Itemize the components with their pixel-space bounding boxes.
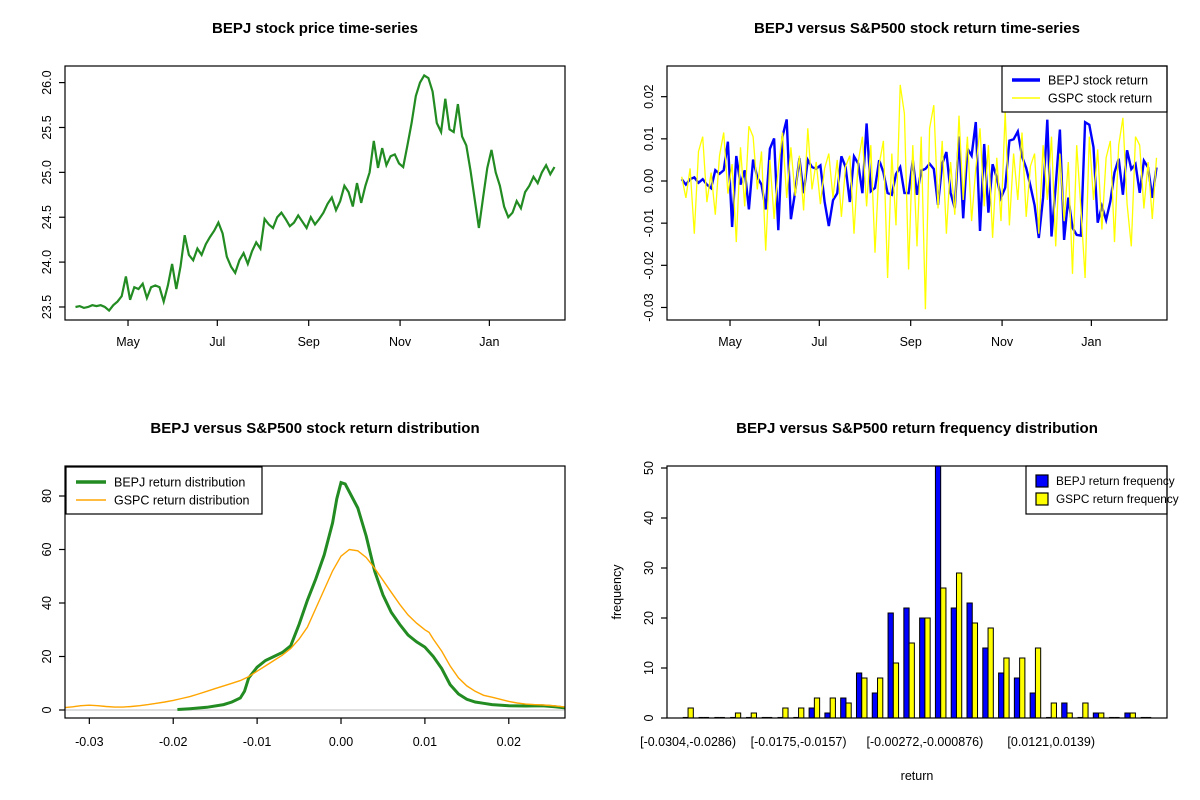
legend-label: GSPC return frequency: [1056, 492, 1179, 507]
x-axis-title: return: [900, 769, 934, 783]
legend-box: [1026, 466, 1167, 514]
legend-label: GSPC return distribution: [114, 493, 250, 508]
y-tick-label: 0: [40, 706, 54, 714]
x-tick-label: May: [116, 335, 140, 349]
bar-bepj: [1014, 678, 1019, 718]
x-tick-label: -0.01: [242, 735, 272, 749]
panel3-title: BEPJ versus S&P500 stock return distribution: [150, 420, 480, 437]
bar-bepj: [809, 708, 814, 718]
y-tick-label: 25.5: [40, 115, 54, 140]
panel4-legend: [1026, 466, 1179, 514]
bin-axis-label: [-0.0175,-0.0157): [750, 735, 847, 749]
bin-axis-label: [-0.0304,-0.0286): [640, 735, 737, 749]
bar-bepj: [888, 613, 893, 718]
y-tick-label: 20: [40, 649, 54, 664]
bar-bepj: [1030, 693, 1035, 718]
bar-bepj: [935, 463, 940, 718]
bar-gspc: [814, 698, 819, 718]
x-tick-label: 0.00: [328, 735, 354, 749]
x-tick-label: Sep: [297, 335, 320, 349]
bar-bepj: [1062, 703, 1067, 718]
bin-axis-label: [-0.00272,-0.000876): [866, 735, 984, 749]
y-tick-label: -0.02: [642, 251, 656, 280]
x-tick-label: May: [718, 335, 742, 349]
y-tick-label: 26.0: [40, 70, 54, 95]
bar-gspc: [799, 708, 804, 718]
bar-gspc: [862, 678, 867, 718]
y-tick-label: 25.0: [40, 160, 54, 185]
bar-gspc: [783, 708, 788, 718]
legend-swatch: [1036, 475, 1048, 487]
bar-gspc: [988, 628, 993, 718]
panel1-title: BEPJ stock price time-series: [212, 20, 418, 37]
bar-gspc: [1099, 713, 1104, 718]
legend-label: GSPC stock return: [1048, 91, 1153, 106]
y-tick-label: 0.01: [642, 126, 656, 152]
x-tick-label: Nov: [990, 335, 1014, 349]
bar-gspc: [1051, 703, 1056, 718]
x-tick-label: Jul: [811, 335, 828, 349]
panel2-title: BEPJ versus S&P500 stock return time-series: [754, 20, 1080, 37]
y-tick-label: 24.5: [40, 205, 54, 230]
legend-label: BEPJ stock return: [1048, 73, 1149, 88]
bar-bepj: [825, 713, 830, 718]
bar-gspc: [925, 618, 930, 718]
y-tick-label: -0.01: [642, 208, 656, 238]
panel3-legend: [66, 467, 262, 514]
y-tick-label: 0: [642, 714, 656, 722]
y-tick-label: 30: [642, 561, 656, 575]
x-tick-label: Jan: [1081, 335, 1102, 349]
bar-bepj: [999, 673, 1004, 718]
bar-bepj: [951, 608, 956, 718]
panel2-legend: [1002, 66, 1167, 112]
x-tick-label: Jan: [479, 335, 500, 349]
bar-gspc: [972, 623, 977, 718]
bar-bepj: [841, 698, 846, 718]
bar-gspc: [1083, 703, 1088, 718]
bar-bepj: [856, 673, 861, 718]
x-tick-label: -0.02: [158, 735, 188, 749]
panel4-title: BEPJ versus S&P500 return frequency distribution: [736, 420, 1098, 437]
bar-gspc: [909, 643, 914, 718]
y-tick-label: 23.5: [40, 294, 54, 320]
legend-swatch: [1036, 493, 1048, 505]
x-tick-label: Nov: [388, 335, 412, 349]
bar-gspc: [830, 698, 835, 718]
legend-label: BEPJ return frequency: [1056, 474, 1175, 489]
bar-bepj: [904, 608, 909, 718]
bar-gspc: [1035, 648, 1040, 718]
y-tick-label: 0.02: [642, 84, 656, 109]
bar-bepj: [1093, 713, 1098, 718]
bar-gspc: [688, 708, 693, 718]
y-tick-label: 24.0: [40, 249, 54, 275]
y-tick-label: 20: [642, 611, 656, 625]
x-tick-label: -0.03: [75, 735, 104, 749]
bar-gspc: [1130, 713, 1135, 718]
bar-gspc: [893, 663, 898, 718]
x-tick-label: 0.02: [496, 735, 521, 749]
y-tick-label: 50: [642, 461, 656, 475]
legend-label: BEPJ return distribution: [114, 475, 246, 490]
y-axis-title: frequency: [610, 564, 624, 620]
bar-bepj: [983, 648, 988, 718]
bar-gspc: [751, 713, 756, 718]
bar-gspc: [956, 573, 961, 718]
x-tick-label: Sep: [899, 335, 922, 349]
y-tick-label: 0.00: [642, 168, 656, 194]
x-tick-label: 0.01: [412, 735, 438, 749]
bar-gspc: [735, 713, 740, 718]
bar-bepj: [1125, 713, 1130, 718]
y-tick-label: 80: [40, 489, 54, 503]
bar-gspc: [846, 703, 851, 718]
y-tick-label: -0.03: [642, 293, 656, 322]
bar-gspc: [941, 588, 946, 718]
y-tick-label: 40: [642, 511, 656, 525]
bar-bepj: [920, 618, 925, 718]
y-tick-label: 10: [642, 661, 656, 675]
y-tick-label: 40: [40, 596, 54, 610]
bar-bepj: [967, 603, 972, 718]
bar-gspc: [878, 678, 883, 718]
x-tick-label: Jul: [209, 335, 226, 349]
bar-bepj: [872, 693, 877, 718]
bar-gspc: [1067, 713, 1072, 718]
bin-axis-label: [0.0121,0.0139): [1007, 735, 1095, 749]
bar-gspc: [1004, 658, 1009, 718]
y-tick-label: 60: [40, 542, 54, 557]
bar-gspc: [1020, 658, 1025, 718]
